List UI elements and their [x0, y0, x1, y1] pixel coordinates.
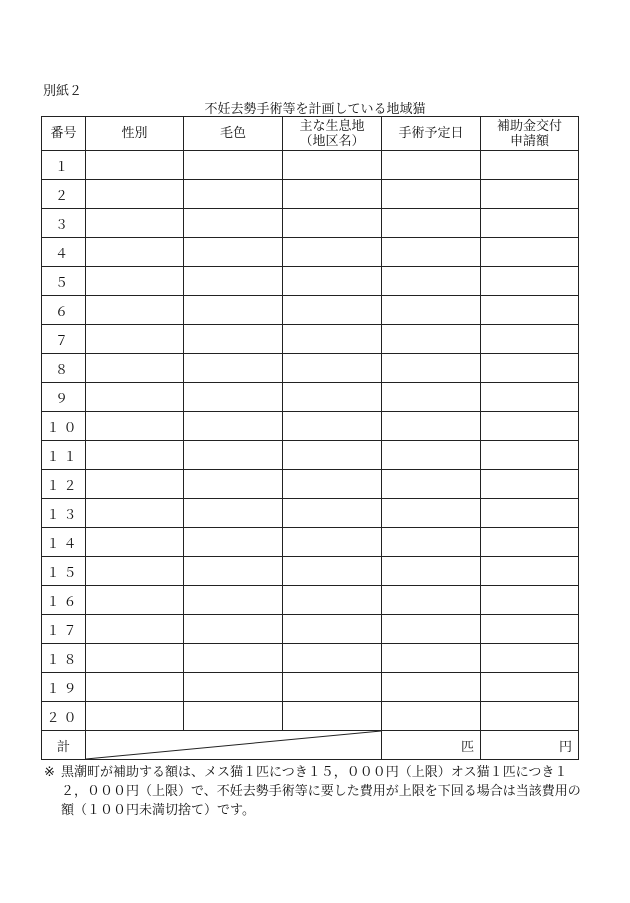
row-number: １２ [42, 470, 86, 499]
coat-color-cell[interactable] [184, 470, 283, 499]
habitat-cell[interactable] [283, 470, 382, 499]
coat-color-cell[interactable] [184, 441, 283, 470]
header-coat-color: 毛色 [184, 117, 283, 151]
header-habitat-line1: 主な生息地 [299, 118, 365, 134]
surgery-date-cell[interactable] [382, 615, 481, 644]
coat-color-cell[interactable] [184, 238, 283, 267]
footnote-mark: ※ [44, 765, 55, 780]
sex-cell[interactable] [86, 441, 184, 470]
row-number: １５ [42, 557, 86, 586]
row-number: ４ [42, 238, 86, 267]
table-row [42, 412, 579, 441]
row-number: ８ [42, 354, 86, 383]
row-number: １６ [42, 586, 86, 615]
table-row [42, 383, 579, 412]
row-number: ７ [42, 325, 86, 354]
subsidy-amount-cell[interactable] [481, 557, 579, 586]
coat-color-cell[interactable] [184, 151, 283, 180]
table-row [42, 296, 579, 325]
subsidy-amount-cell[interactable] [481, 673, 579, 702]
sex-cell[interactable] [86, 470, 184, 499]
document-label: 別紙２ [43, 84, 83, 99]
habitat-cell[interactable] [283, 615, 382, 644]
row-number: １ [42, 151, 86, 180]
habitat-cell[interactable] [283, 354, 382, 383]
habitat-cell[interactable] [283, 412, 382, 441]
surgery-date-cell[interactable] [382, 354, 481, 383]
document-title: 不妊去勢手術等を計画している地域猫 [204, 102, 426, 117]
total-amount-cell[interactable]: 円 [481, 731, 579, 760]
coat-color-cell[interactable] [184, 412, 283, 441]
header-subsidy-amount [481, 117, 579, 151]
sex-cell[interactable] [86, 325, 184, 354]
header-number: 番号 [42, 117, 86, 151]
row-number: １４ [42, 528, 86, 557]
table-row [42, 354, 579, 383]
table-row [42, 151, 579, 180]
sex-cell[interactable] [86, 151, 184, 180]
subsidy-amount-cell[interactable] [481, 151, 579, 180]
sex-cell[interactable] [86, 412, 184, 441]
habitat-cell[interactable] [283, 238, 382, 267]
surgery-date-cell[interactable] [382, 296, 481, 325]
surgery-date-cell[interactable] [382, 557, 481, 586]
sex-cell[interactable] [86, 528, 184, 557]
subsidy-amount-cell[interactable] [481, 702, 579, 731]
header-subsidy-line2: 申請額 [509, 133, 549, 149]
habitat-cell[interactable] [283, 296, 382, 325]
surgery-date-cell[interactable] [382, 441, 481, 470]
surgery-date-cell[interactable] [382, 238, 481, 267]
header-surgery-date: 手術予定日 [382, 117, 481, 151]
subsidy-amount-cell[interactable] [481, 325, 579, 354]
subsidy-amount-cell[interactable] [481, 296, 579, 325]
total-diagonal-cell [86, 731, 382, 760]
habitat-cell[interactable] [283, 499, 382, 528]
table-header-row [42, 117, 579, 151]
row-number: ２０ [42, 702, 86, 731]
sex-cell[interactable] [86, 354, 184, 383]
table-row [42, 557, 579, 586]
surgery-date-cell[interactable] [382, 528, 481, 557]
diagonal-line [86, 731, 381, 759]
coat-color-cell[interactable] [184, 354, 283, 383]
coat-color-cell[interactable] [184, 499, 283, 528]
habitat-cell[interactable] [283, 180, 382, 209]
sex-cell[interactable] [86, 673, 184, 702]
table-row [42, 209, 579, 238]
coat-color-cell[interactable] [184, 702, 283, 731]
habitat-cell[interactable] [283, 267, 382, 296]
subsidy-amount-cell[interactable] [481, 499, 579, 528]
subsidy-amount-cell[interactable] [481, 470, 579, 499]
habitat-cell[interactable] [283, 383, 382, 412]
surgery-date-cell[interactable] [382, 586, 481, 615]
sex-cell[interactable] [86, 557, 184, 586]
sex-cell[interactable] [86, 180, 184, 209]
row-number: ３ [42, 209, 86, 238]
habitat-cell[interactable] [283, 441, 382, 470]
subsidy-amount-cell[interactable] [481, 383, 579, 412]
coat-color-cell[interactable] [184, 644, 283, 673]
coat-color-cell[interactable] [184, 180, 283, 209]
habitat-cell[interactable] [283, 528, 382, 557]
table-row [42, 702, 579, 731]
subsidy-amount-cell[interactable] [481, 209, 579, 238]
table-row [42, 528, 579, 557]
habitat-cell[interactable] [283, 644, 382, 673]
habitat-cell[interactable] [283, 673, 382, 702]
table-row [42, 470, 579, 499]
row-number: １８ [42, 644, 86, 673]
total-count-cell[interactable]: 匹 [382, 731, 481, 760]
table-row [42, 615, 579, 644]
sex-cell[interactable] [86, 296, 184, 325]
habitat-cell[interactable] [283, 325, 382, 354]
subsidy-amount-cell[interactable] [481, 412, 579, 441]
surgery-date-cell[interactable] [382, 383, 481, 412]
coat-color-cell[interactable] [184, 673, 283, 702]
habitat-cell[interactable] [283, 151, 382, 180]
row-number: １７ [42, 615, 86, 644]
subsidy-amount-cell[interactable] [481, 238, 579, 267]
habitat-cell[interactable] [283, 586, 382, 615]
sex-cell[interactable] [86, 238, 184, 267]
subsidy-amount-cell[interactable] [481, 528, 579, 557]
surgery-date-cell[interactable] [382, 325, 481, 354]
coat-color-cell[interactable] [184, 586, 283, 615]
coat-color-cell[interactable] [184, 325, 283, 354]
footnote-text: 黒潮町が補助する額は、メス猫１匹につき１５，０００円（上限）オス猫１匹につき１２，０００円（上限）で、不妊去勢手術等に要した費用が上限を下回る場合は当該費用の額（１００円未満切捨て）です。 [61, 765, 581, 818]
coat-color-cell[interactable] [184, 267, 283, 296]
header-habitat [283, 117, 382, 151]
row-number: １３ [42, 499, 86, 528]
table-row [42, 673, 579, 702]
row-number: １１ [42, 441, 86, 470]
sex-cell[interactable] [86, 383, 184, 412]
row-number: ５ [42, 267, 86, 296]
sex-cell[interactable] [86, 209, 184, 238]
subsidy-amount-cell[interactable] [481, 615, 579, 644]
subsidy-amount-cell[interactable] [481, 267, 579, 296]
surgery-date-cell[interactable] [382, 470, 481, 499]
habitat-cell[interactable] [283, 557, 382, 586]
habitat-cell[interactable] [283, 702, 382, 731]
total-label: 計 [42, 731, 86, 760]
surgery-date-cell[interactable] [382, 267, 481, 296]
sex-cell[interactable] [86, 615, 184, 644]
subsidy-amount-cell[interactable] [481, 180, 579, 209]
table-row [42, 267, 579, 296]
table-row [42, 586, 579, 615]
coat-color-cell[interactable] [184, 528, 283, 557]
surgery-date-cell[interactable] [382, 209, 481, 238]
coat-color-cell[interactable] [184, 296, 283, 325]
subsidy-amount-cell[interactable] [481, 586, 579, 615]
header-sex: 性別 [86, 117, 184, 151]
coat-color-cell[interactable] [184, 615, 283, 644]
row-number: ２ [42, 180, 86, 209]
sex-cell[interactable] [86, 644, 184, 673]
cat-surgery-plan-table [41, 116, 579, 760]
coat-color-cell[interactable] [184, 557, 283, 586]
table-row [42, 325, 579, 354]
coat-color-cell[interactable] [184, 209, 283, 238]
sex-cell[interactable] [86, 499, 184, 528]
footnote [44, 763, 584, 820]
surgery-date-cell[interactable] [382, 412, 481, 441]
sex-cell[interactable] [86, 586, 184, 615]
surgery-date-cell[interactable] [382, 702, 481, 731]
surgery-date-cell[interactable] [382, 151, 481, 180]
table-row [42, 499, 579, 528]
surgery-date-cell[interactable] [382, 644, 481, 673]
surgery-date-cell[interactable] [382, 180, 481, 209]
sex-cell[interactable] [86, 702, 184, 731]
row-number: ６ [42, 296, 86, 325]
header-habitat-line2: （地区名） [299, 133, 365, 149]
header-subsidy-line1: 補助金交付 [496, 118, 562, 134]
table-row [42, 180, 579, 209]
table-row [42, 238, 579, 267]
subsidy-amount-cell[interactable] [481, 354, 579, 383]
habitat-cell[interactable] [283, 209, 382, 238]
surgery-date-cell[interactable] [382, 499, 481, 528]
table-row [42, 644, 579, 673]
subsidy-amount-cell[interactable] [481, 441, 579, 470]
sex-cell[interactable] [86, 267, 184, 296]
subsidy-amount-cell[interactable] [481, 644, 579, 673]
row-number: １９ [42, 673, 86, 702]
surgery-date-cell[interactable] [382, 673, 481, 702]
row-number: １０ [42, 412, 86, 441]
total-row [42, 731, 579, 760]
table-row [42, 441, 579, 470]
row-number: ９ [42, 383, 86, 412]
coat-color-cell[interactable] [184, 383, 283, 412]
